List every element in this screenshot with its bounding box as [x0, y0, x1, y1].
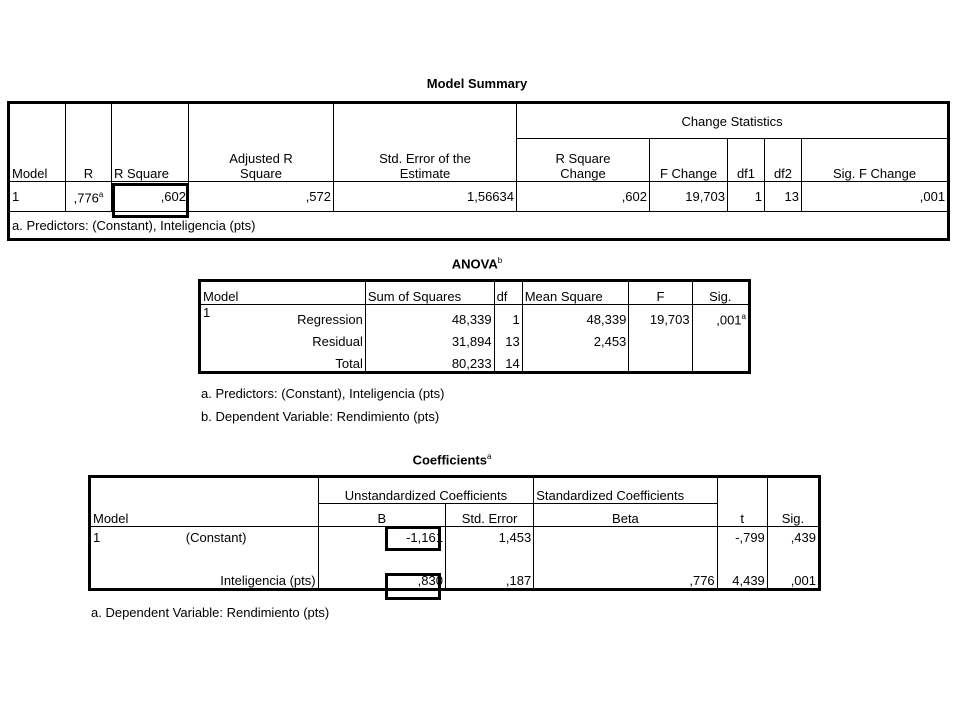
- coef-footnote: a. Dependent Variable: Rendimiento (pts): [91, 605, 330, 620]
- anova-header-model: Model: [200, 281, 366, 305]
- ms-cell-f-change: 19,703: [650, 182, 728, 212]
- anova-df: 14: [494, 349, 522, 373]
- coef-row-inteligencia: [90, 566, 820, 590]
- anova-ms: 48,339: [522, 305, 629, 328]
- ms-cell-df1: 1: [728, 182, 765, 212]
- anova-footnote-b: b. Dependent Variable: Rendimiento (pts): [201, 409, 440, 424]
- anova-header-df: df: [494, 281, 522, 305]
- coef-header-model: Model: [90, 477, 319, 527]
- anova-label: Residual: [220, 327, 366, 349]
- anova-footnote-a: a. Predictors: (Constant), Inteligencia (pts): [201, 386, 445, 401]
- coef-header-b: B: [318, 504, 445, 527]
- ms-header-r-square: R Square: [112, 103, 189, 182]
- model-summary-table: [7, 101, 950, 241]
- ms-cell-r-square-change: ,602: [517, 182, 650, 212]
- anova-sig: [692, 349, 749, 373]
- ms-header-r: R: [66, 103, 112, 182]
- coef-sig: ,001: [767, 566, 819, 590]
- anova-df: 13: [494, 327, 522, 349]
- ms-header-df1: df1: [728, 139, 765, 182]
- coef-label: (Constant): [186, 527, 318, 567]
- coef-b: ,830: [318, 566, 445, 590]
- coef-header-unstandardized: Unstandardized Coefficients: [318, 477, 534, 504]
- ms-header-f-change: F Change: [650, 139, 728, 182]
- ms-cell-model: 1: [9, 182, 66, 212]
- anova-ms: [522, 349, 629, 373]
- ms-header-adj-r-square: Adjusted R Square: [189, 103, 334, 182]
- anova-ms: 2,453: [522, 327, 629, 349]
- coef-t: -,799: [717, 527, 767, 567]
- ms-cell-std-error: 1,56634: [334, 182, 517, 212]
- coef-header-std-error: Std. Error: [445, 504, 533, 527]
- model-summary-title: Model Summary: [426, 76, 528, 91]
- anova-row-residual: [200, 327, 750, 349]
- anova-model-number: 1: [200, 305, 220, 373]
- ms-header-sig-f-change: Sig. F Change: [802, 139, 949, 182]
- anova-row-regression: [200, 305, 750, 328]
- ms-cell-r-square: ,602: [112, 182, 189, 212]
- ms-cell-df2: 13: [765, 182, 802, 212]
- coef-header-t: t: [717, 477, 767, 527]
- anova-header-sum-squares: Sum of Squares: [365, 281, 494, 305]
- coefficients-title: Coefficients$^a$: [412, 452, 492, 468]
- coef-header-sig: Sig.: [767, 477, 819, 527]
- ms-cell-sig-f-change: ,001: [802, 182, 949, 212]
- anova-df: 1: [494, 305, 522, 328]
- anova-label: Total: [220, 349, 366, 373]
- anova-sig: [692, 327, 749, 349]
- coef-beta: [534, 527, 717, 567]
- anova-sig: ,001$^a$: [692, 305, 749, 328]
- anova-table: [198, 279, 751, 374]
- coef-b: -1,161: [318, 527, 445, 567]
- coef-label: Inteligencia (pts): [186, 566, 318, 590]
- anova-ss: 31,894: [365, 327, 494, 349]
- coefficients-table: [88, 475, 821, 591]
- anova-title: ANOVA$^b$: [451, 256, 503, 272]
- ms-footnote: a. Predictors: (Constant), Inteligencia (pts): [9, 212, 949, 240]
- anova-header-mean-square: Mean Square: [522, 281, 629, 305]
- coef-se: 1,453: [445, 527, 533, 567]
- anova-label: Regression: [220, 305, 366, 328]
- anova-f: [629, 349, 692, 373]
- ms-header-r-square-change: R Square Change: [517, 139, 650, 182]
- anova-f: 19,703: [629, 305, 692, 328]
- coef-model-number: 1: [90, 527, 186, 590]
- anova-ss: 48,339: [365, 305, 494, 328]
- anova-header-f: F: [629, 281, 692, 305]
- anova-header-sig: Sig.: [692, 281, 749, 305]
- anova-f: [629, 327, 692, 349]
- ms-header-model: Model: [9, 103, 66, 182]
- coef-se: ,187: [445, 566, 533, 590]
- ms-header-std-error: Std. Error of the Estimate: [334, 103, 517, 182]
- anova-row-total: [200, 349, 750, 373]
- ms-header-df2: df2: [765, 139, 802, 182]
- ms-header-change-statistics: Change Statistics: [517, 103, 949, 139]
- coef-row-constant: [90, 527, 820, 567]
- coef-sig: ,439: [767, 527, 819, 567]
- coef-t: 4,439: [717, 566, 767, 590]
- ms-cell-adj-r-square: ,572: [189, 182, 334, 212]
- anova-ss: 80,233: [365, 349, 494, 373]
- coef-beta: ,776: [534, 566, 717, 590]
- ms-cell-r: ,776$^a$: [66, 182, 112, 212]
- coef-header-beta: Beta: [534, 504, 717, 527]
- coef-header-standardized: Standardized Coefficients: [534, 477, 717, 504]
